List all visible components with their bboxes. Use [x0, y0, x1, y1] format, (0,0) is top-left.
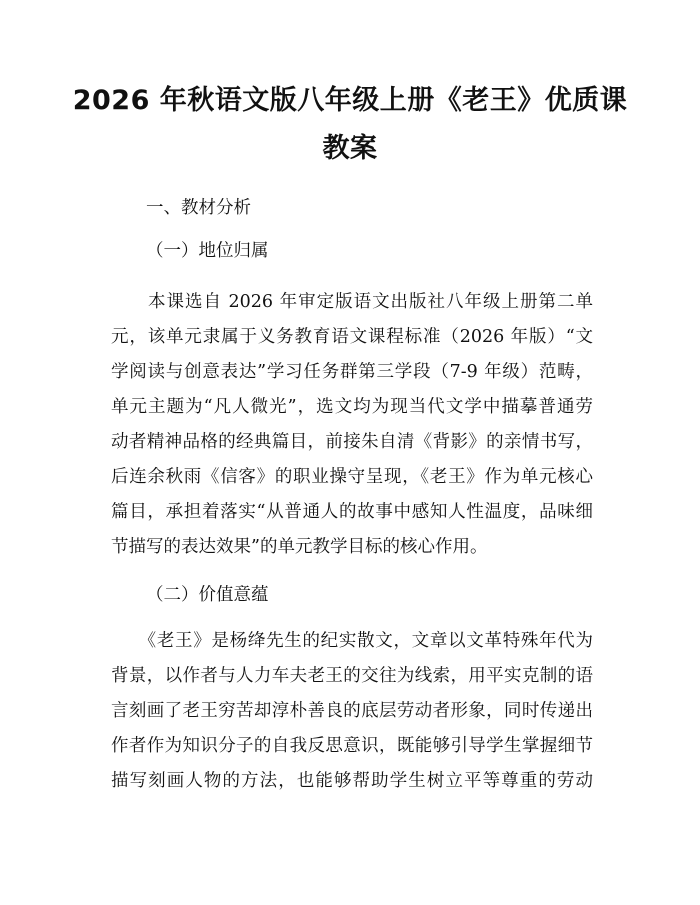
paragraph-line: 作者作为知识分子的自我反思意识，既能够引导学生掌握细节: [111, 736, 593, 756]
subsection-heading-value: （二）价值意蕴: [146, 585, 269, 605]
document-title-line-2: 教案: [322, 133, 378, 164]
paragraph-line: 本课选自 2026 年审定版语文出版社八年级上册第二单: [111, 292, 593, 312]
paragraph-value: [111, 624, 593, 799]
paragraph-line: 篇目，承担着落实“从普通人的故事中感知人性温度，品味细: [111, 502, 593, 522]
paragraph-line: 元，该单元隶属于义务教育语文课程标准（2026 年版）“文: [111, 327, 593, 347]
paragraph-position: [111, 285, 593, 565]
paragraph-line: 后连余秋雨《信客》的职业操守呈现，《老王》作为单元核心: [111, 467, 593, 487]
paragraph-line: 背景，以作者与人力车夫老王的交往为线索，用平实克制的语: [111, 666, 593, 686]
paragraph-line: 单元主题为“凡人微光”，选文均为现当代文学中描摹普通劳: [111, 397, 593, 417]
paragraph-line: 动者精神品格的经典篇目，前接朱自清《背影》的亲情书写，: [111, 432, 593, 452]
paragraph-line: 言刻画了老王穷苦却淳朴善良的底层劳动者形象，同时传递出: [111, 701, 593, 721]
paragraph-line: 描写刻画人物的方法，也能够帮助学生树立平等尊重的劳动: [111, 771, 593, 791]
paragraph-line: 节描写的表达效果”的单元教学目标的核心作用。: [111, 537, 488, 557]
section-heading-teaching-material-analysis: 一、教材分析: [146, 198, 251, 218]
paragraph-line: 学阅读与创意表达”学习任务群第三学段（7-9 年级）范畴，: [111, 362, 593, 382]
subsection-heading-position: （一）地位归属: [146, 241, 269, 261]
document-title-line-1: 2026 年秋语文版八年级上册《老王》优质课: [72, 85, 628, 116]
paragraph-line: 《老王》是杨绛先生的纪实散文，文章以文革特殊年代为: [111, 631, 593, 651]
